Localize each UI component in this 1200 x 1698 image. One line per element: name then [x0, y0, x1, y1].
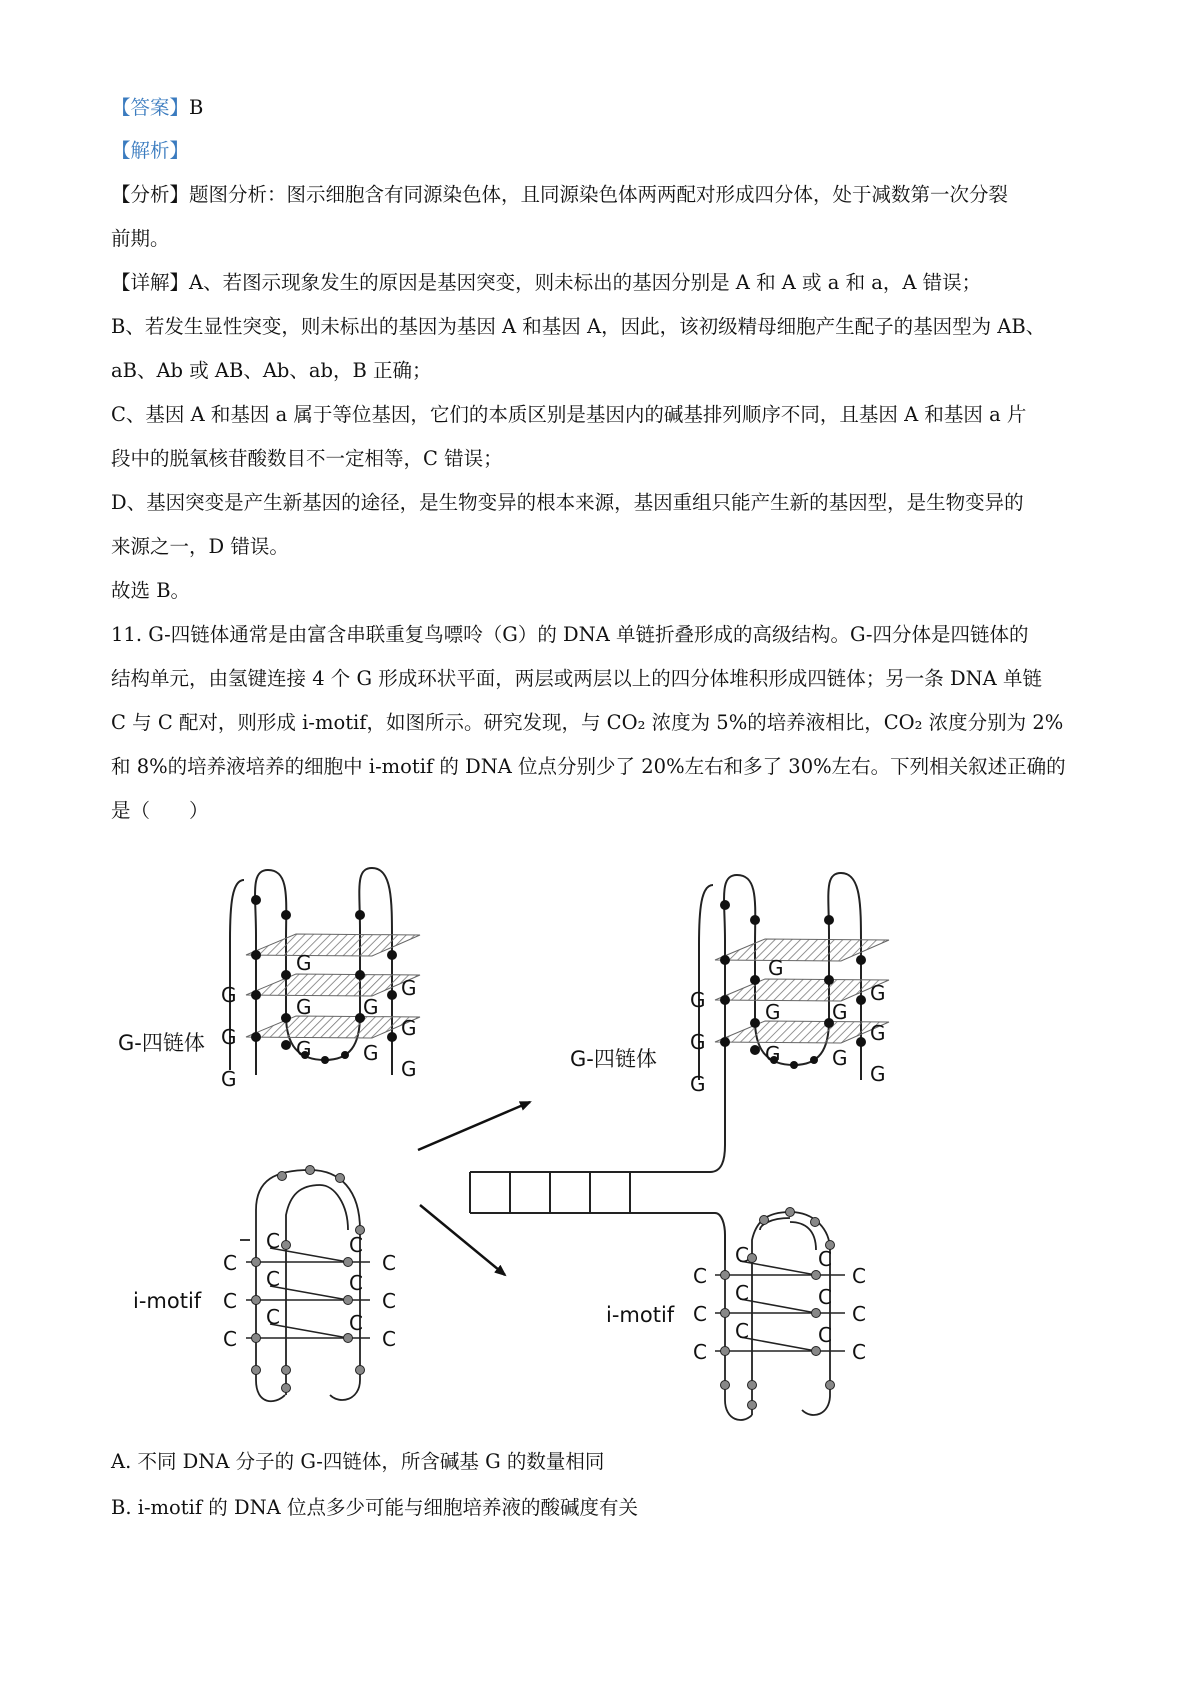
q11-line-2: 结构单元，由氢键连接 4 个 G 形成环状平面，两层或两层以上的四分体堆积形成四链体；另一条 DNA 单链	[111, 667, 1042, 690]
svg-text:G: G	[401, 976, 417, 1000]
svg-text:C: C	[349, 1233, 363, 1257]
detail-line-c2: 段中的脱氧核苷酸数目不一定相等，C 错误；	[111, 447, 503, 470]
svg-text:C: C	[349, 1311, 363, 1335]
detail-line-c1: C、基因 A 和基因 a 属于等位基因，它们的本质区别是基因内的碱基排列顺序不同，且基因 A 和基因 a 片	[111, 403, 1027, 426]
svg-text:C: C	[818, 1285, 832, 1309]
i-motif-left	[133, 1166, 396, 1402]
svg-text:G: G	[768, 956, 784, 980]
q11-line-4: 和 8%的培养液培养的细胞中 i-motif 的 DNA 位点分别少了 20%左右和多了 30%左右。下列相关叙述正确的	[111, 755, 1066, 778]
g-quadruplex-right	[570, 873, 889, 1100]
c-base-labels-right	[693, 1243, 866, 1364]
fenxi-line-2: 前期。	[111, 227, 170, 250]
svg-text:G: G	[870, 981, 886, 1005]
svg-text:G: G	[401, 1016, 417, 1040]
svg-text:C: C	[735, 1243, 749, 1267]
svg-text:C: C	[693, 1340, 707, 1364]
i-motif-label-left: i-motif	[133, 1289, 202, 1313]
svg-text:G: G	[690, 988, 706, 1012]
svg-text:G: G	[296, 995, 312, 1019]
svg-text:C: C	[852, 1264, 866, 1288]
detail-line-d2: 来源之一，D 错误。	[111, 535, 289, 558]
svg-text:G: G	[221, 983, 237, 1007]
svg-text:G: G	[870, 1062, 886, 1086]
i-motif-label-right: i-motif	[606, 1303, 675, 1327]
q11-line-5: 是（ ）	[111, 799, 209, 822]
svg-text:G: G	[765, 1000, 781, 1024]
fenxi-tag: 【分析】	[111, 183, 190, 206]
dna-duplex	[470, 1100, 725, 1260]
svg-text:C: C	[382, 1251, 396, 1275]
svg-text:G: G	[870, 1021, 886, 1045]
svg-text:G: G	[832, 1046, 848, 1070]
detail-tag: 【详解】	[111, 271, 190, 294]
svg-text:G: G	[296, 1037, 312, 1061]
svg-text:C: C	[382, 1289, 396, 1313]
c-base-labels	[223, 1229, 396, 1351]
q11-line-1: 11. G-四链体通常是由富含串联重复鸟嘌呤（G）的 DNA 单链折叠形成的高级结构。G-四分体是四链体的	[111, 623, 1029, 646]
conclusion: 故选 B。	[111, 579, 191, 602]
g-tetrad-planes	[246, 934, 420, 1038]
svg-text:C: C	[693, 1302, 707, 1326]
analysis-tag: 【解析】	[111, 139, 190, 162]
detail-line-b1: B、若发生显性突变，则未标出的基因为基因 A 和基因 A，因此，该初级精母细胞产生配子的基因型为 AB、	[111, 315, 1046, 338]
g-quadruplex-label-right: G-四链体	[570, 1047, 657, 1071]
detail-a: A、若图示现象发生的原因是基因突变，则未标出的基因分别是 A 和 A 或 a 和 a，A 错误；	[189, 271, 982, 294]
arrow-to-i-motif	[420, 1205, 505, 1275]
svg-text:C: C	[266, 1267, 280, 1291]
g-quadruplex-label-left: G-四链体	[118, 1031, 205, 1055]
svg-text:G: G	[765, 1042, 781, 1066]
svg-text:C: C	[223, 1251, 237, 1275]
g-tetrad-planes-right	[715, 939, 889, 1043]
fenxi-text: 题图分析：图示细胞含有同源染色体，且同源染色体两两配对形成四分体，处于减数第一次分裂	[189, 183, 1009, 206]
svg-text:G: G	[221, 1067, 237, 1091]
svg-text:G: G	[363, 995, 379, 1019]
svg-text:C: C	[693, 1264, 707, 1288]
svg-text:G: G	[221, 1025, 237, 1049]
svg-text:C: C	[735, 1319, 749, 1343]
svg-text:G: G	[401, 1057, 417, 1081]
svg-text:G: G	[296, 951, 312, 975]
arrow-to-g-quadruplex	[418, 1102, 530, 1150]
svg-text:G: G	[832, 1000, 848, 1024]
detail-line-b2: aB、Ab 或 AB、Ab、ab，B 正确；	[111, 359, 432, 382]
option-a: A. 不同 DNA 分子的 G-四链体，所含碱基 G 的数量相同	[111, 1450, 605, 1473]
svg-text:C: C	[266, 1305, 280, 1329]
svg-text:G: G	[690, 1030, 706, 1054]
svg-text:C: C	[266, 1229, 280, 1253]
answer-value: B	[189, 96, 204, 119]
g-quadruplex-left	[118, 868, 420, 1091]
svg-text:C: C	[818, 1247, 832, 1271]
answer-tag: 【答案】	[111, 96, 190, 119]
svg-text:C: C	[818, 1323, 832, 1347]
svg-text:C: C	[852, 1340, 866, 1364]
svg-text:G: G	[363, 1041, 379, 1065]
svg-text:C: C	[223, 1289, 237, 1313]
option-b: B. i-motif 的 DNA 位点多少可能与细胞培养液的酸碱度有关	[111, 1496, 638, 1519]
i-motif-right	[606, 1208, 866, 1421]
svg-text:C: C	[223, 1327, 237, 1351]
detail-line-d1: D、基因突变是产生新基因的途径，是生物变异的根本来源，基因重组只能产生新的基因型，是生物变异的	[111, 491, 1024, 514]
svg-text:C: C	[382, 1327, 396, 1351]
svg-text:C: C	[349, 1271, 363, 1295]
svg-text:G: G	[690, 1072, 706, 1096]
svg-text:C: C	[852, 1302, 866, 1326]
q11-line-3: C 与 C 配对，则形成 i-motif，如图所示。研究发现，与 CO₂ 浓度为 5%的培养液相比，CO₂ 浓度分别为 2%	[111, 711, 1064, 734]
svg-text:C: C	[735, 1281, 749, 1305]
